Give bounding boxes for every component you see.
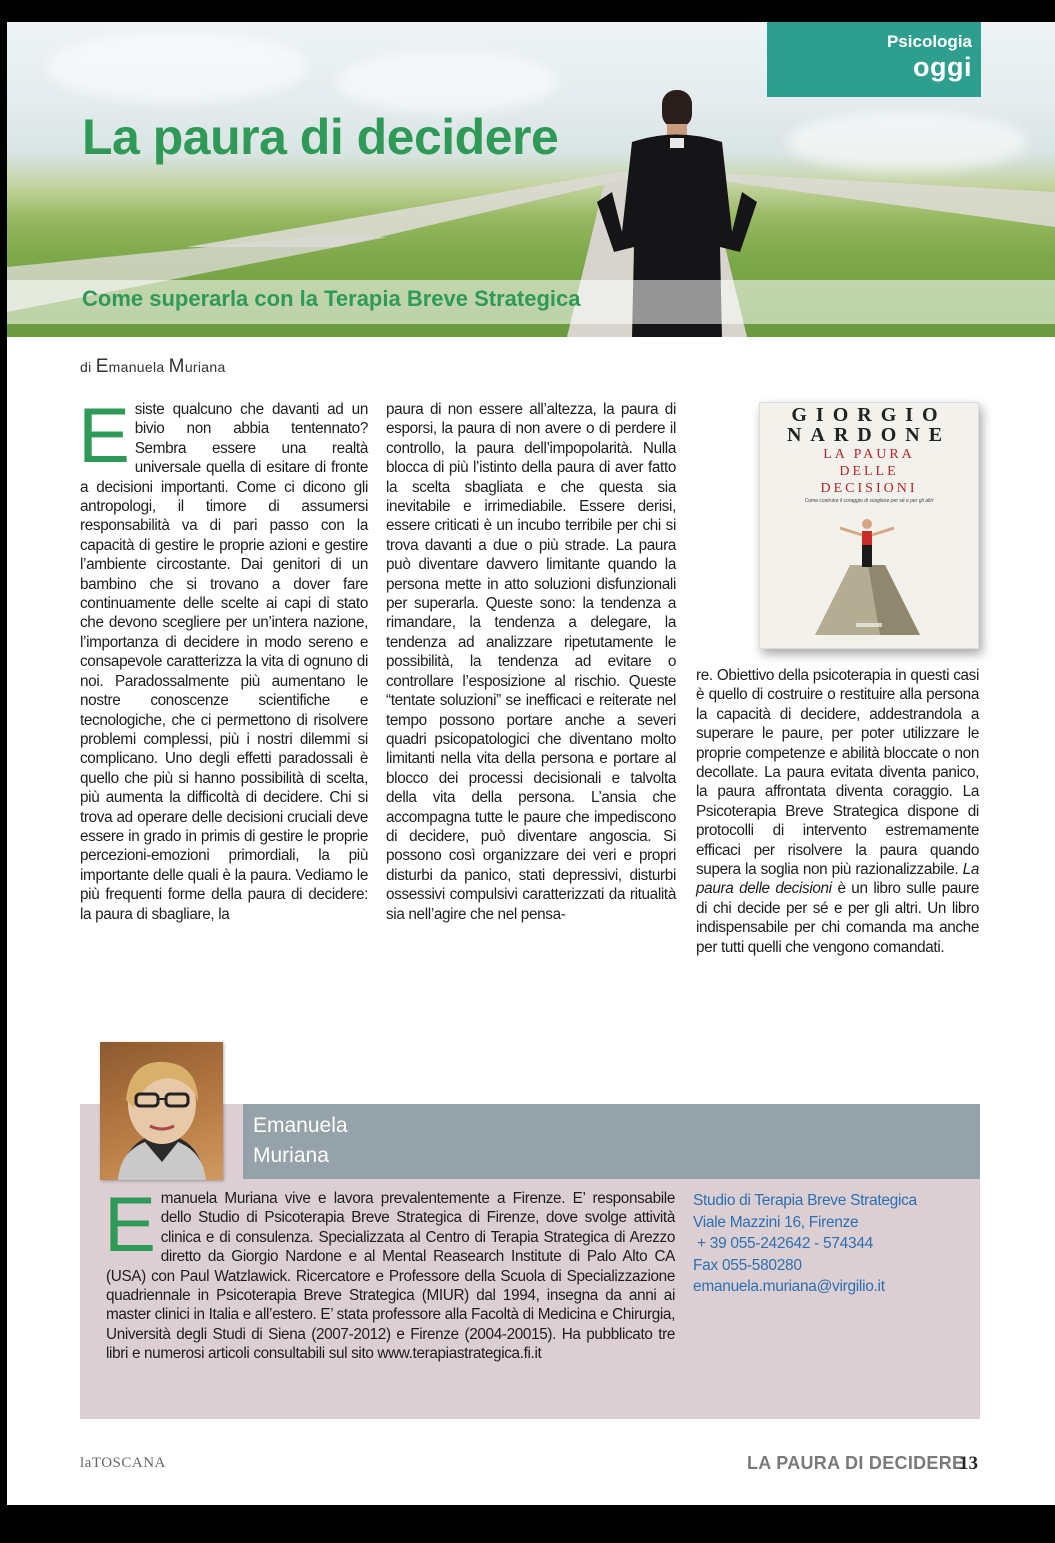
section-badge-line1: Psicologia	[886, 32, 972, 51]
contact-email[interactable]: emanuela.muriana@virgilio.it	[693, 1278, 885, 1296]
book-subtitle: Come costruire il coraggio di scegliere per sé e per gli altri	[804, 498, 934, 504]
bio-drop-cap: E	[104, 1180, 156, 1268]
author-bio: Emanuela Muriana vive e lavora prevalentemente a Firenze. E’ responsabile dello Studio di Psicoterapia Breve Strategica di Firenze, dove svolge attività clinica e di consulenza. Specializzata al Centro di Terapia Strategica di Arezzo diretto da Giorgio Nardone e al Mental Reasearch Institute di Palo Alto CA (USA) con Paul Watzlawick. Ricercatore e Professore della Scuola di Specializzazione quadriennale in Psicoterapia Breve Strategica (MIUR) dal 1994, insegna da anni ai master clinici in Italia e all’estero. E’ stata professore alla Facoltà di Medicina e Chirurgia, Università degli Studi di Siena (2007-2012) e Firenze (2004-20015). Ha pubblicato tre libri e numerosi articoli consultabili sul sito www.terapiastrategica.fi.it	[104, 1180, 675, 1363]
book-title-line1: LA PAURA	[823, 447, 915, 462]
book-title-italic: La paura delle decisioni	[696, 861, 979, 898]
page-number: 13	[959, 1453, 978, 1474]
contact-address: Viale Mazzini 16, Firenze	[693, 1213, 859, 1231]
magazine-page	[7, 22, 1055, 1505]
section-badge	[767, 22, 981, 97]
article-column-2: paura di non essere all’altezza, la paura di esporsi, la paura di non avere o di perdere il controllo, la paura dell’impopolarità. Nulla blocca di più l’istinto della paura di aver fatto la scelta sbagliata e che questa sia inevitabile e irrimediabile. Essere derisi, essere criticati è un incubo terribile per chi si trova davanti a due o più strade. La paura può diventare davvero limitante quando la persona mette in atto soluzioni disfunzionali per superarla. Queste sono: la tendenza a rimandare, la tendenza a delegare, la tendenza ad analizzare ripetutamente le possibilità, la tendenza ad evitare o controllare l’esposizione al rischio. Queste “tentate soluzioni” se inefficaci e reiterate nel tempo possono portare anche a severi quadri psicopatologici che diventano molto limitanti nella vita della persona e portare al blocco dei processi decisionali e talvolta della vita della persona. L’ansia che accompagna tutte le paure che impediscono di decidere, può diventare angoscia. Si possono così organizzare dei veri e propri disturbi da panico, stati depressivi, disturbi ossessivi compulsivi caratterizzati da ritualità sia nell’agire che nel pensa-	[386, 401, 676, 923]
footer-section-title: LA PAURA DI DECIDERE	[747, 1453, 965, 1473]
byline-prefix: di	[80, 359, 96, 375]
contact-studio: Studio di Terapia Breve Strategica	[693, 1192, 917, 1209]
author-portrait	[100, 1042, 223, 1180]
book-author-first: GIORGIO	[791, 404, 947, 426]
author-name: Emanuela Muriana	[253, 1114, 348, 1167]
author-photo	[100, 1042, 223, 1180]
magazine-logo: laTOSCANA	[80, 1455, 166, 1471]
article-title: La paura di decidere	[82, 109, 559, 165]
contact-phone: + 39 055-242642 - 574344	[693, 1235, 873, 1253]
book-cover	[759, 402, 979, 649]
article-subtitle: Come superarla con la Terapia Breve Strategica	[82, 286, 581, 311]
book-title-line3: DECISIONI	[820, 481, 918, 496]
author-contact	[693, 1190, 917, 1298]
book-author-last: NARDONE	[786, 424, 952, 446]
section-badge-line2: oggi	[913, 52, 972, 82]
contact-fax: Fax 055-580280	[693, 1256, 802, 1274]
article-column-1: Esiste qualcuno che davanti ad un bivio non abbia tentennato? Sembra essere una realtà universale quella di esitare di fronte a decisioni importanti. Come ci dicono gli antropologi, il timore di assumersi responsabilità va di pari passo con la capacità di gestire le proprie azioni e gestire l’ambiente circostante. Dai genitori di un bambino che si trovano a dover fare continuamente delle scelte ai capi di stato che devono scegliere per un’intera nazione, l’importanza di decidere in modo sereno e consapevole caratterizza la vita di ognuno di noi. Paradossalmente più aumentano le nostre conoscenze scientifiche e tecnologiche, che ci permettono di risolvere problemi complessi, più i nostri dilemmi si complicano. Uno degli effetti paradossali è quello che più si hanno possibilità di scelta, più aumenta la difficoltà di decidere. Chi si trova ad operare delle decisioni cruciali deve essere in grado in primis di gestire le proprie percezioni-emozioni primordiali, la più importante delle quali è la paura. Vediamo le più frequenti forme della paura di decidere: la paura di sbagliare, la	[78, 391, 368, 923]
book-cover-illustration	[760, 403, 978, 648]
byline: di Emanuela Muriana	[80, 356, 226, 377]
article-column-3: re. Obiettivo della psicoterapia in questi casi è quello di costruire o restituire alla persona la capacità di decidere, addestrandola a superare le paure, per poter utilizzare le proprie competenze e abilità bloccate o non decollate. La paura evitata diventa panico, la paura affrontata diventa coraggio. La Psicoterapia Breve Strategica dispone di protocolli di intervento estremamente efficaci per risolvere la paura quando supera la soglia non più razionalizzabile. La paura delle decisioni è un libro sulle paure di chi decide per sé e per gli altri. Un libro indispensabile per chi comanda ma anche per tutti quelli che vengono comandati.	[696, 667, 979, 956]
author-name-header	[243, 1104, 980, 1179]
book-title-line2: DELLE	[839, 464, 899, 479]
drop-cap: E	[78, 391, 130, 479]
